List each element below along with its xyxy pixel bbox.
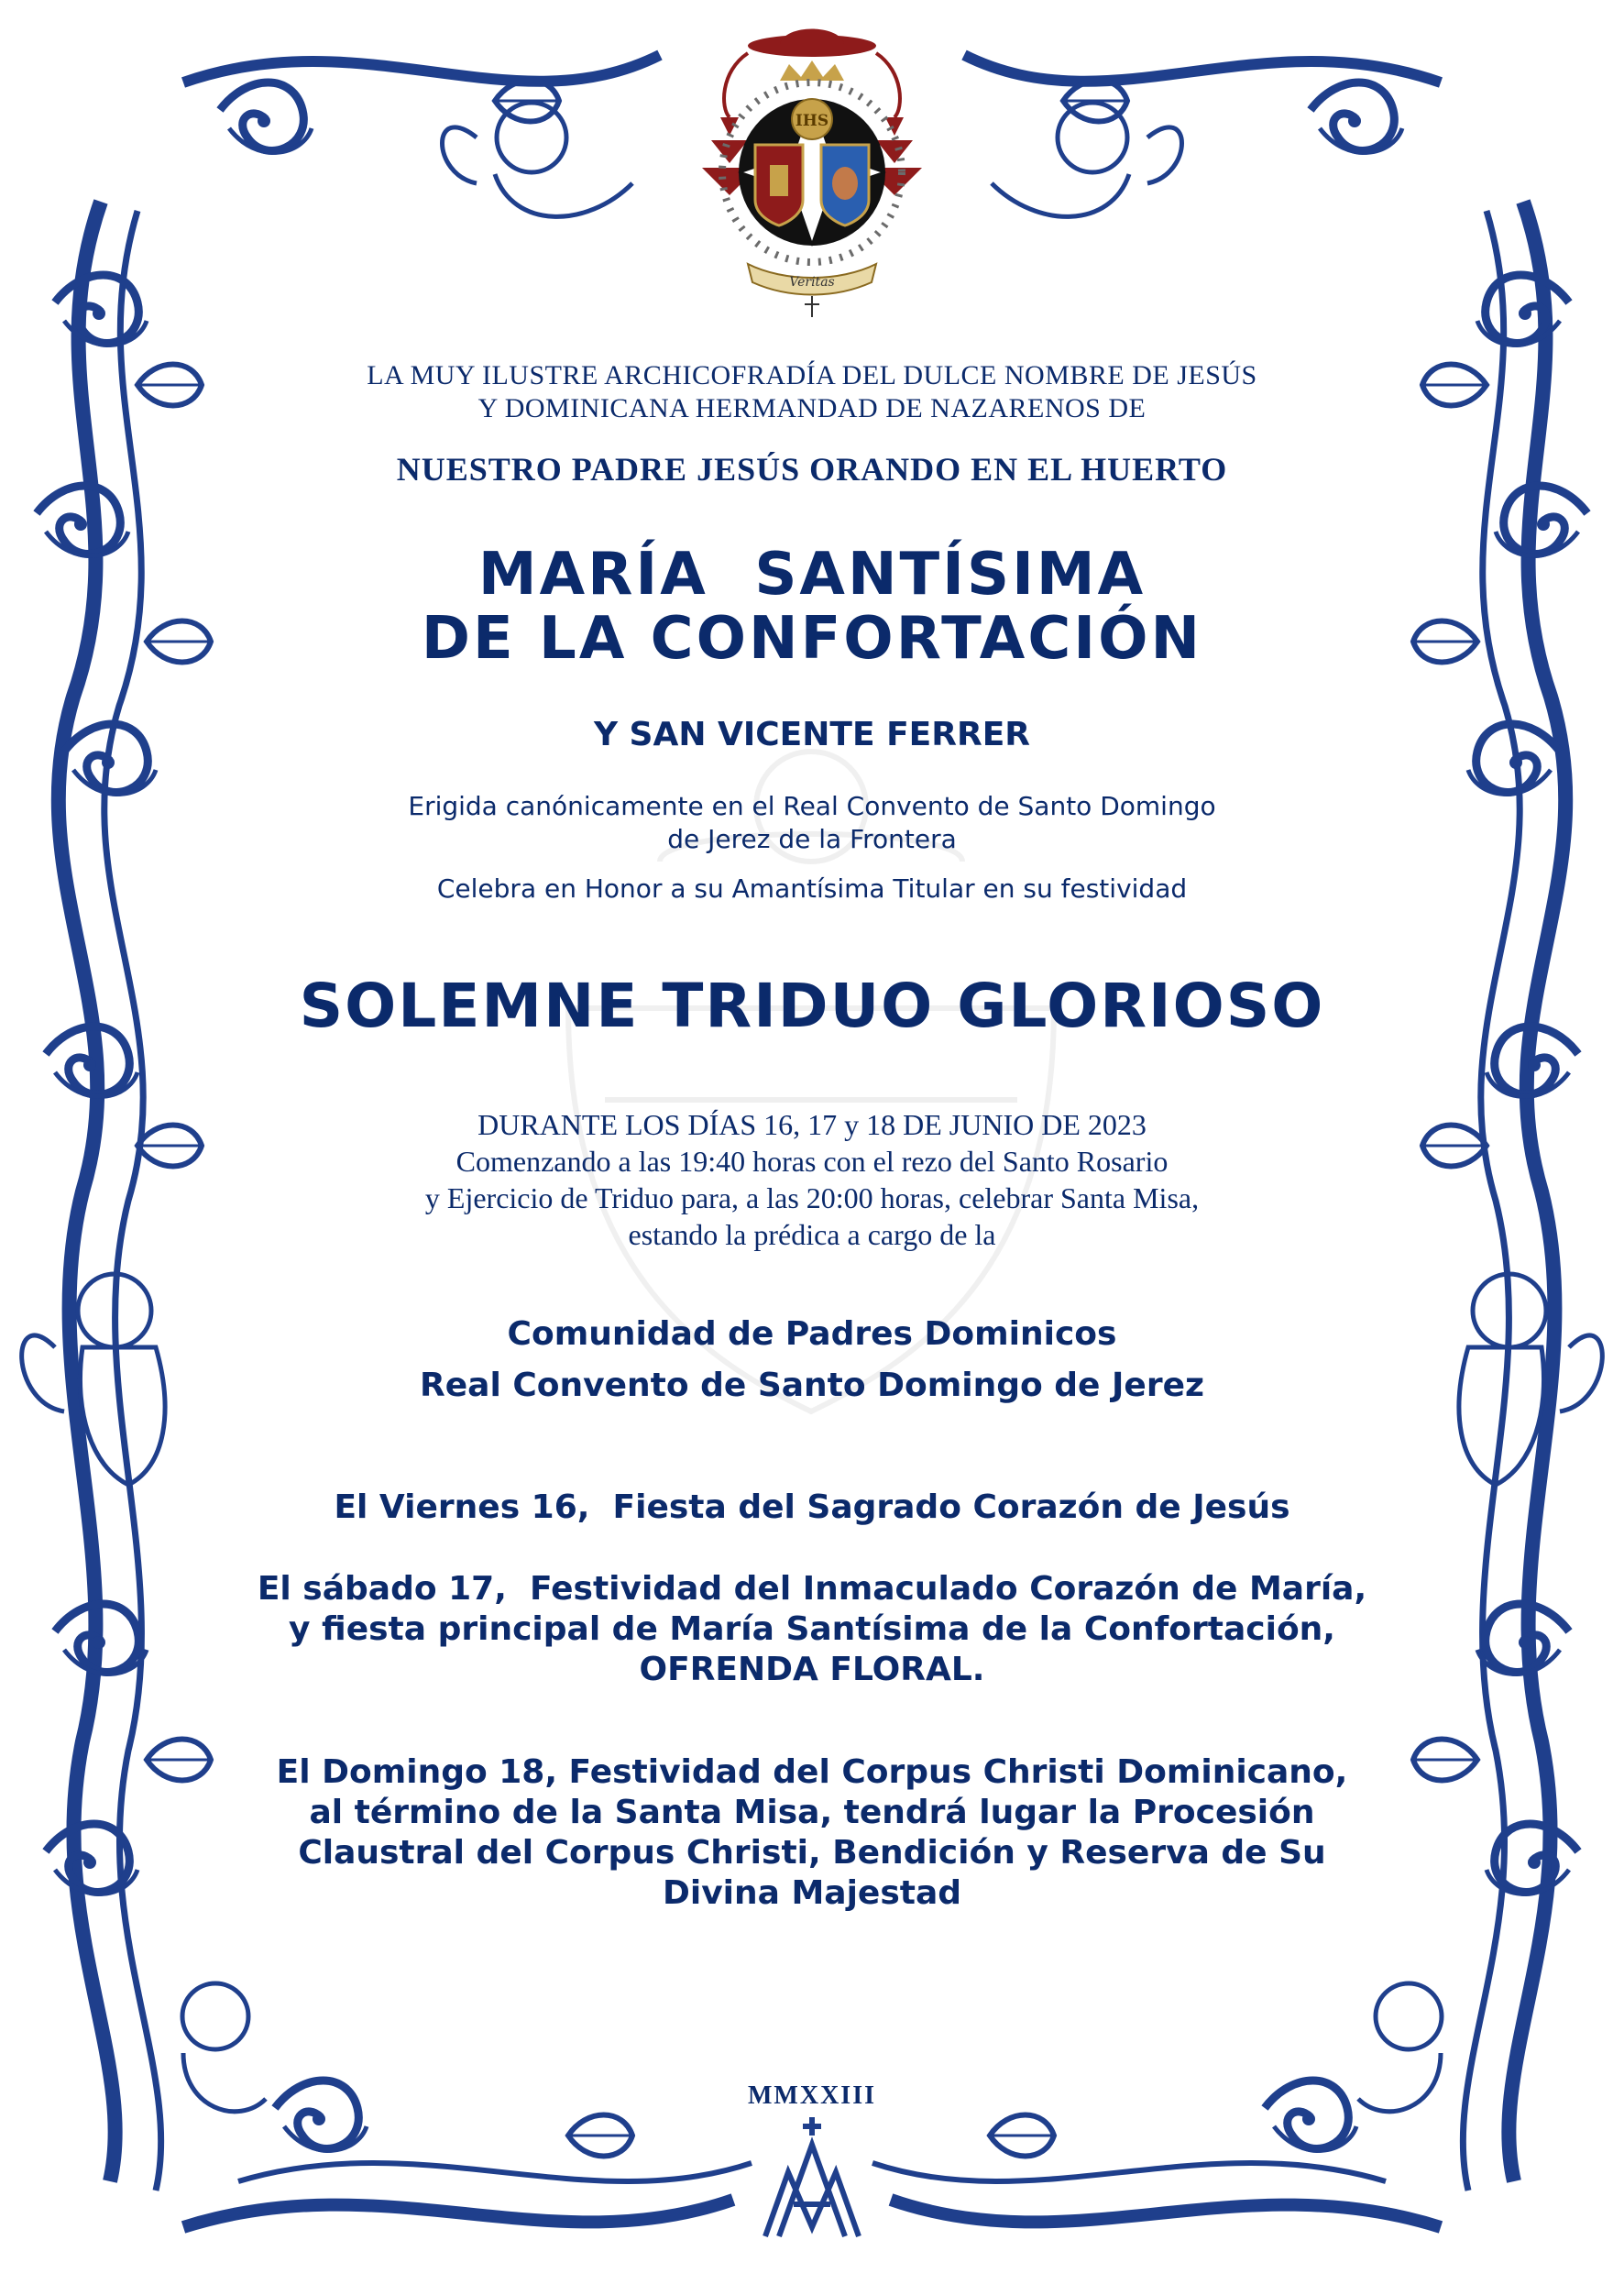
- day-sunday: [211, 1752, 1413, 1914]
- schedule-line-3: y Ejercicio de Triduo para, a las 20:00 horas, celebrar Santa Misa,: [424, 1181, 1200, 1214]
- left-border-ornament: [37, 202, 211, 2191]
- schedule-line-4: estando la prédica a cargo de la: [628, 1218, 996, 1251]
- erigida-line-2: de Jerez de la Frontera: [667, 824, 957, 854]
- cherub-left-icon: [22, 1274, 165, 1485]
- sunday-line-3: Claustral del Corpus Christi, Bendición y Reserva de Su: [298, 1834, 1326, 1872]
- preacher-block: [211, 1309, 1413, 1411]
- erigida-line-1: Erigida canónicamente en el Real Convento de Santo Domingo: [408, 791, 1216, 821]
- page-title: [211, 543, 1413, 671]
- title-line-2: DE LA CONFORTACIÓN: [421, 605, 1203, 673]
- crest-motto-text: Veritas: [789, 275, 835, 290]
- schedule-line-2: Comenzando a las 19:40 horas con el rezo del Santo Rosario: [455, 1145, 1169, 1178]
- header-line-2: Y DOMINICANA HERMANDAD DE NAZARENOS DE: [477, 393, 1147, 423]
- event-title: SOLEMNE TRIDUO GLORIOSO: [299, 971, 1325, 1041]
- document-body: [211, 0, 1413, 2273]
- page-subtitle: Y SAN VICENTE FERRER: [593, 716, 1031, 753]
- preacher-line-2: Real Convento de Santo Domingo de Jerez: [420, 1367, 1204, 1404]
- brotherhood-name: [211, 359, 1413, 425]
- title-line-1: MARÍA SANTÍSIMA: [477, 541, 1147, 609]
- preacher-line-1: Comunidad de Padres Dominicos: [507, 1315, 1117, 1353]
- sunday-line-1: El Domingo 18, Festividad del Corpus Christi Dominicano,: [276, 1753, 1348, 1791]
- erection-notice: [211, 790, 1413, 856]
- day-friday: El Viernes 16, Fiesta del Sagrado Corazón de Jesús: [334, 1488, 1290, 1526]
- schedule-line-1: DURANTE LOS DÍAS 16, 17 y 18 DE JUNIO DE 2023: [477, 1108, 1147, 1141]
- sunday-line-2: al término de la Santa Misa, tendrá lugar la Procesión: [309, 1794, 1315, 1831]
- saturday-line-2: y fiesta principal de María Santísima de la Confortación,: [289, 1610, 1335, 1648]
- saturday-line-1: El sábado 17, Festividad del Inmaculado Corazón de María,: [257, 1570, 1367, 1608]
- sunday-line-4: Divina Majestad: [662, 1874, 962, 1912]
- header-line-1: LA MUY ILUSTRE ARCHICOFRADÍA DEL DULCE NOMBRE DE JESÚS: [367, 360, 1257, 390]
- year-roman: MMXXIII: [748, 2081, 876, 2110]
- cherub-right-icon: [1459, 1274, 1602, 1485]
- celebration-notice: Celebra en Honor a su Amantísima Titular en su festividad: [436, 873, 1188, 904]
- saturday-line-3: OFRENDA FLORAL.: [639, 1651, 985, 1688]
- day-saturday: [211, 1569, 1413, 1690]
- schedule-block: [211, 1106, 1413, 1253]
- right-border-ornament: [1413, 202, 1587, 2191]
- brotherhood-title-line: NUESTRO PADRE JESÚS ORANDO EN EL HUERTO: [396, 451, 1228, 488]
- crest-monogram-text: IHS: [795, 112, 829, 130]
